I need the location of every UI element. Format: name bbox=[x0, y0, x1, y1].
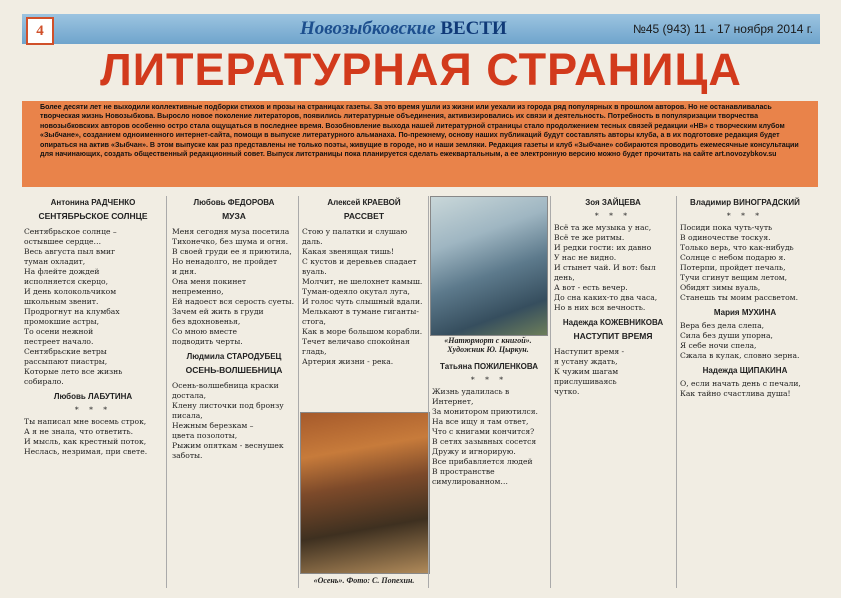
column-1 bbox=[24, 194, 162, 592]
column-6 bbox=[680, 194, 810, 592]
poem-text: Меня сегодня муза посетила Тихонечко, без шума и огня. В своей груди ее я приютила, Но ненадолго, не пройдет и дня. Она меня покинет непременно, Ей надоест вся серость суеты. Зачем ей жить в груди без вдохновенья, Со мною вместе подводить черты. bbox=[172, 227, 295, 346]
poem-text: Жизнь удалилась в Интернет, За монитором приютился. На все ищу я там ответ, Что с книгами кончится? В сетях зазывных сосется Дружу и игнорирую. Все прибавляется людей В пространстве симулированном… bbox=[432, 387, 538, 486]
poem-title: НАСТУПИТ ВРЕМЯ bbox=[573, 331, 653, 341]
poem-text: Сентябрьское солнце – остывшее сердце… Весь августа пыл вмиг туман охладит, На флейте дождей исполняется скерцо, И день колокольчиком школьным звенит. Продрогнут на клумбах промокшие астры, То осени нежной пестреет начало. Сентябрьские ветры рассыпают пиастры, Которые лето все жизнь собирало. bbox=[24, 227, 123, 386]
poem-text: Посиди пока чуть-чуть В одиночестве тоскуя. Только верь, что как-нибудь Солнце с небом подарю я. Потерпи, пройдет печаль, Тучи сгинут вещим летом, Обидят зимы вуаль, Станешь ты моим рассветом. bbox=[680, 223, 798, 302]
author-name: Любовь ФЕДОРОВА bbox=[193, 198, 275, 207]
issue-info: №45 (943) 11 - 17 ноября 2014 г. bbox=[632, 22, 813, 36]
poem-title: МУЗА bbox=[222, 211, 246, 221]
poem-text: Всё та же музыка у нас, Всё те же ритмы. И редки гости: их давно У нас не видно. И стынет чай. И вот: был день, А вот - есть вечер. До сна каких-то два часа, Но в них вся вечность. bbox=[554, 223, 658, 312]
masthead-name-bold: ВЕСТИ bbox=[440, 18, 507, 39]
column-divider bbox=[428, 196, 429, 588]
autumn-photo bbox=[300, 412, 430, 574]
page-headline: ЛИТЕРАТУРНАЯ СТРАНИЦА bbox=[100, 44, 742, 95]
masthead-name: Новозыбковские bbox=[300, 18, 436, 39]
painting-caption: «Натюрморт с книгой». Художник Ю. Цыркун. bbox=[444, 336, 532, 354]
poem-title: РАССВЕТ bbox=[343, 211, 385, 221]
author-name: Людмила СТАРОДУБЕЦ bbox=[186, 352, 282, 361]
poem-text: Ты написал мне восемь строк, А я не знала, что ответить. И мысль, как крестный поток, Неслась, незримая, при свете. bbox=[24, 417, 148, 456]
column-3 bbox=[302, 194, 426, 408]
column-divider bbox=[550, 196, 551, 588]
column-divider bbox=[166, 196, 167, 588]
poem-separator: * * * bbox=[470, 375, 508, 384]
column-divider bbox=[676, 196, 677, 588]
author-name: Надежда ЩИПАКИНА bbox=[702, 366, 788, 375]
still-life-painting bbox=[430, 196, 548, 336]
poem-text: О, если начать день с печали, Как тайно счастлива душа! bbox=[680, 379, 801, 398]
poem-text: Стою у палатки и слушаю даль. Какая звенящая тишь! С кустов и деревьев спадает вуаль. Молчит, не шелохнет камыш. Туман-одеяло окутал луга, И голос чуть слышный вдали. Мелькают в тумане гиганты- стога, Как в море большом корабли. Течет величаво спокойная гладь, Артерия жизни - река. bbox=[302, 227, 423, 366]
column-divider bbox=[298, 196, 299, 588]
photo-caption: «Осень». Фото: С. Попехин. bbox=[313, 576, 415, 585]
intro-text: Более десяти лет не выходили коллективные подборки стихов и прозы на страницах газеты. За это время ушли из жизни или уехали из города ряд популярных в прошлом авторов. Но не останавливалась творческая жизнь Новозыбкова. Выросло новое поколение литераторов, появились литературные объединения, активизировались их связи и деятельность. Потребность в популяризации творчества новозыбковских авторов особенно остро стала ощущаться в последнее время. Возобновление выхода нашей литературной страницы стало продолжением тесных связей редакции «НВ» с творческим клубом «Зыбчане», созданием одноименного интернет-сайта, помощи в выпуске литературного альманаха. По-прежнему, основу наших публикаций будут составлять авторы клуба, а в их подготовке редакция будет опираться на актив «Зыбчан». В этом выпуске как раз представлены не только поэты, живущие в городе, но и наши земляки. Редакция газеты и клуб «Зыбчане» собираются проводить ежемесячные консультации для начинающих, создать общественный редакционный совет. Выпуск литстраницы пока планируется сделать ежеквартальным, а ее электронную версию можно будет прочитать на сайте art.novozybkov.su bbox=[22, 101, 818, 187]
poem-separator: * * * bbox=[594, 211, 632, 220]
author-name: Владимир ВИНОГРАДСКИЙ bbox=[690, 198, 800, 207]
author-name: Зоя ЗАЙЦЕВА bbox=[585, 198, 641, 207]
poem-title: СЕНТЯБРЬСКОЕ СОЛНЦЕ bbox=[38, 211, 148, 221]
author-name: Антонина РАДЧЕНКО bbox=[50, 198, 136, 207]
poem-text: Осень-волшебница краски достала, Клену листочки под бронзу писала, Нежным березкам – цвета позолоты, Рыжим опяткам - веснушек заботы. bbox=[172, 381, 284, 460]
column-2 bbox=[172, 194, 296, 592]
column-4 bbox=[432, 358, 546, 592]
column-5 bbox=[554, 194, 672, 592]
poem-separator: * * * bbox=[726, 211, 764, 220]
poem-separator: * * * bbox=[74, 405, 112, 414]
page-number: 4 bbox=[26, 17, 54, 45]
newspaper-masthead bbox=[300, 18, 507, 40]
author-name: Алексей КРАЕВОЙ bbox=[327, 198, 401, 207]
author-name: Мария МУХИНА bbox=[713, 308, 777, 317]
author-name: Надежда КОЖЕВНИКОВА bbox=[562, 318, 664, 327]
poem-text: Вера без дела слепа, Сила без души упорна, Я себе ночи спела, Сжала в кулак, словно зерна. bbox=[680, 321, 800, 360]
author-name: Любовь ЛАБУТИНА bbox=[53, 392, 133, 401]
poem-text: Наступит время - я устану ждать, К чужим шагам прислушиваясь чутко. bbox=[554, 347, 625, 396]
poem-title: ОСЕНЬ-ВОЛШЕБНИЦА bbox=[185, 365, 283, 375]
author-name: Татьяна ПОЖИЛЕНКОВА bbox=[440, 362, 538, 371]
